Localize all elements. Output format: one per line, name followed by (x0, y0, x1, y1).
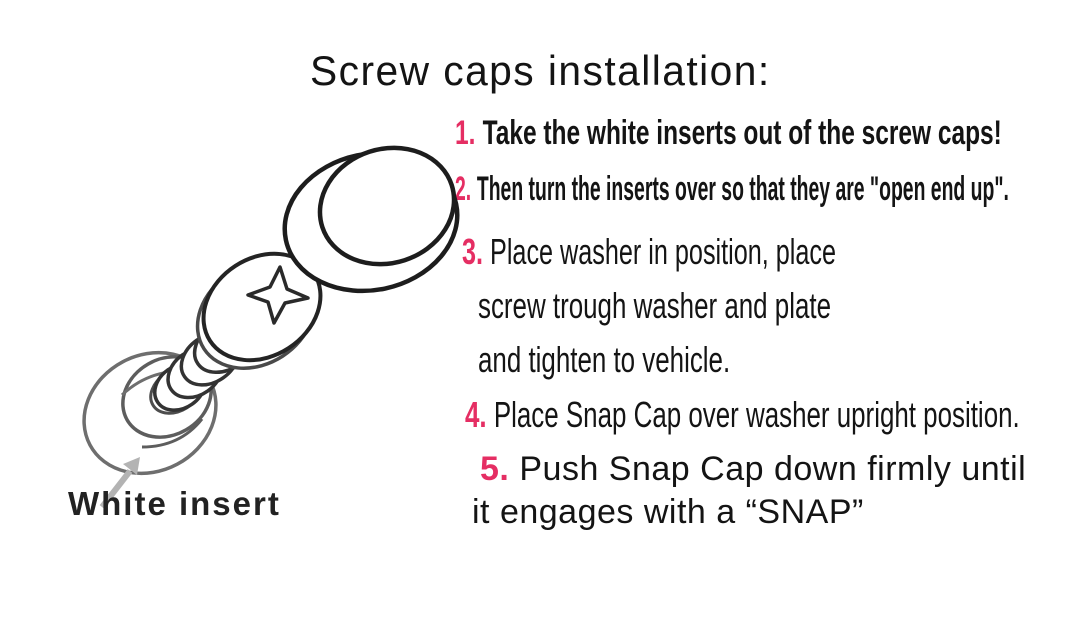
step-2-number: 2. (455, 170, 472, 208)
step-5-number: 5. (480, 450, 510, 488)
step-3-text-line-1: Place washer in position, place (490, 231, 837, 272)
step-3-text-line-2: screw trough washer and plate (478, 285, 832, 326)
step-1 (455, 116, 1002, 150)
step-3-text-line-3: and tighten to vehicle. (478, 339, 731, 380)
step-5 (480, 452, 1026, 486)
step-1-text: Take the white inserts out of the screw caps! (482, 114, 1002, 152)
step-4-text: Place Snap Cap over washer upright position. (493, 394, 1020, 435)
exploded-screw-illustration (50, 135, 480, 545)
step-2 (455, 172, 1009, 206)
step-4-number: 4. (465, 394, 487, 435)
step-5-text-line-1: Push Snap Cap down firmly until (519, 450, 1027, 488)
step-2-text: Then turn the inserts over so that they are "open end up". (476, 170, 1009, 208)
step-3-number: 3. (462, 231, 484, 272)
step-1-number: 1. (455, 114, 476, 152)
step-5-text-line-2: it engages with a “SNAP” (472, 493, 864, 531)
step-3 (462, 231, 837, 272)
page-title: Screw caps installation: (310, 47, 771, 94)
white-insert-label: White insert (68, 485, 281, 522)
step-4 (465, 394, 1020, 435)
